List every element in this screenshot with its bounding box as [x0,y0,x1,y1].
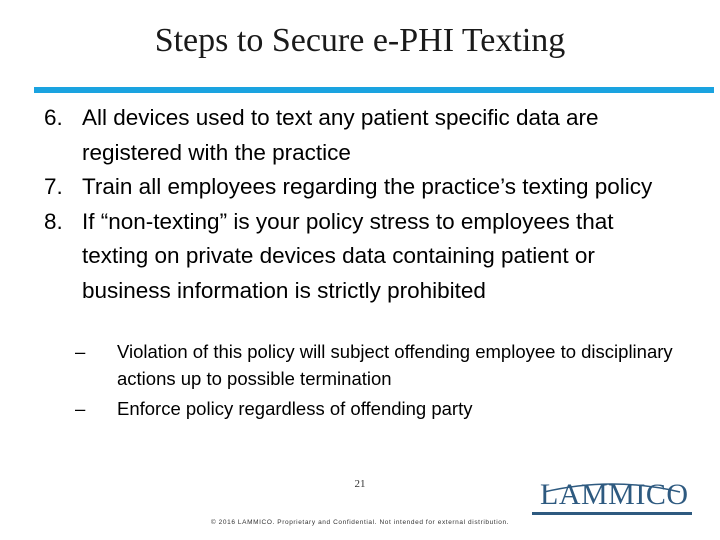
sub-list [75,338,675,425]
logo-text: LAMMICO [540,478,689,511]
list-item-number: 8. [44,208,63,234]
sub-list-item-text: Violation of this policy will subject offending employee to disciplinary actions up to possible termination [117,341,673,389]
numbered-list [44,101,684,308]
list-item-number: 7. [44,174,63,199]
list-item [44,170,684,205]
title-divider [34,87,714,93]
list-item [44,101,684,170]
list-item-text: All devices used to text any patient specific data are registered with the practice [82,105,599,165]
slide-title: Steps to Secure e-PHI Texting [154,22,566,59]
list-item-number: 6. [44,105,63,130]
sub-list-item [75,395,675,422]
logo-underline [532,512,692,515]
list-item-text: If “non-texting” is your policy stress to employees that texting on private devices data containing patient or business information is strictly prohibited [82,208,614,303]
lammico-logo [532,478,692,530]
sub-list-item [75,338,675,392]
page-number: 21 [354,478,366,490]
list-item [44,205,684,309]
dash-bullet: – [75,341,86,362]
dash-bullet: – [75,398,86,419]
list-item-text: Train all employees regarding the practice’s texting policy [82,174,653,199]
sub-list-item-text: Enforce policy regardless of offending party [117,398,473,419]
copyright-footer: © 2016 LAMMICO. Proprietary and Confidential. Not intended for external distribution. [210,519,510,526]
